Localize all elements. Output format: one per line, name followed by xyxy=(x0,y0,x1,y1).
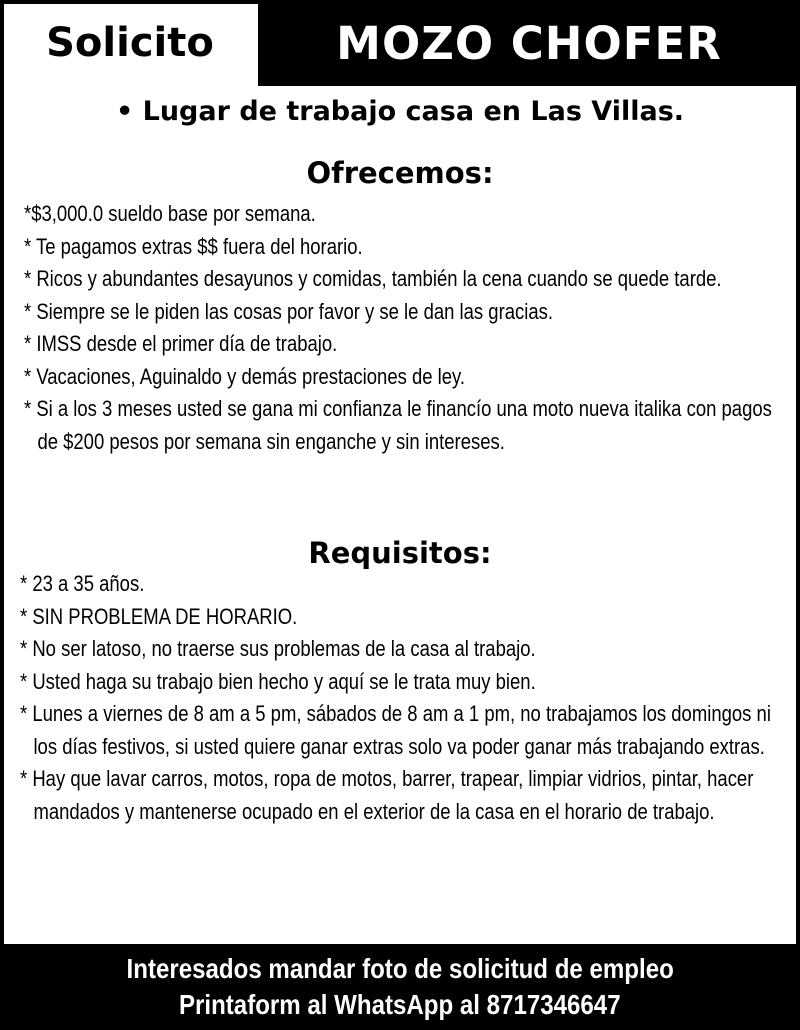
list-item: * No ser latoso, no traerse sus problemas de la casa al trabajo. xyxy=(20,636,536,661)
list-item: * Lunes a viernes de 8 am a 5 pm, sábados de 8 am a 1 pm, no trabajamos los domingos ni los días festivos, si usted quiere ganar extras solo va poder ganar más trabajando extras. xyxy=(20,701,771,759)
requirements-list xyxy=(20,568,781,828)
list-item: *$3,000.0 sueldo base por semana. xyxy=(24,201,316,226)
position-title: MOZO CHOFER xyxy=(336,16,722,70)
list-item: * Si a los 3 meses usted se gana mi confianza le financío una moto nueva italika con pagos de $200 pesos por semana sin enganche y sin intereses. xyxy=(24,396,772,454)
contact-footer xyxy=(0,944,800,1030)
list-item: * Hay que lavar carros, motos, ropa de motos, barrer, trapear, limpiar vidrios, pintar, hacer mandados y mantenerse ocupado en el exterior de la casa en el horario de trabajo. xyxy=(20,766,754,824)
requirements-heading: Requisitos: xyxy=(308,536,492,570)
solicito-label: Solicito xyxy=(46,20,214,66)
list-item: * Siempre se le piden las cosas por favor y se le dan las gracias. xyxy=(24,298,554,324)
contact-line-2: Printaform al WhatsApp al 8717346647 xyxy=(179,989,621,1020)
list-item: * Usted haga su trabajo bien hecho y aquí se le trata muy bien. xyxy=(20,668,536,694)
list-item: * IMSS desde el primer día de trabajo. xyxy=(24,331,338,356)
list-item: * Te pagamos extras $$ fuera del horario. xyxy=(24,233,363,259)
list-item: * SIN PROBLEMA DE HORARIO. xyxy=(20,603,298,629)
list-item: * 23 a 35 años. xyxy=(20,571,145,596)
ad-header xyxy=(0,0,800,86)
list-item: * Vacaciones, Aguinaldo y demás prestaciones de ley. xyxy=(24,363,466,389)
offers-heading: Ofrecemos: xyxy=(306,156,494,190)
offers-list xyxy=(24,198,780,458)
position-banner xyxy=(258,0,800,86)
list-item: * Ricos y abundantes desayunos y comidas, también la cena cuando se quede tarde. xyxy=(24,266,722,291)
workplace-location: • Lugar de trabajo casa en Las Villas. xyxy=(115,96,685,127)
contact-line-1: Interesados mandar foto de solicitud de empleo xyxy=(126,953,674,984)
